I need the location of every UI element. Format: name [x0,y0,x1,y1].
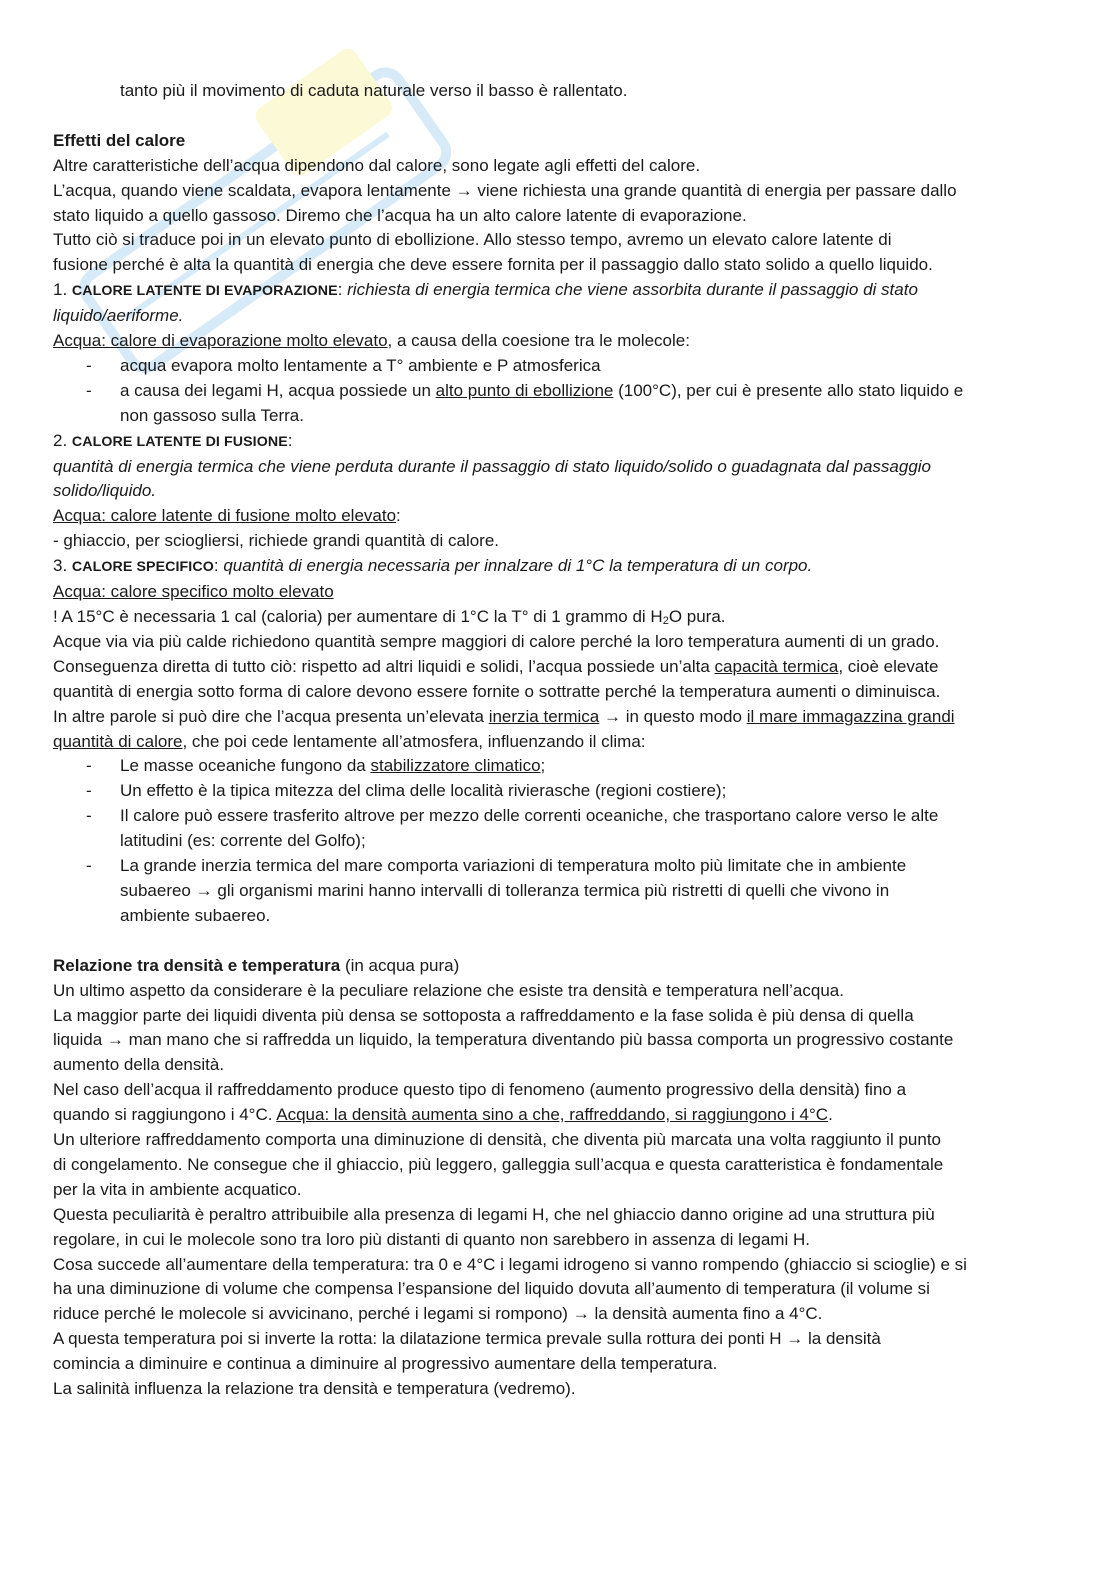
paragraph-line: comincia a diminuire e continua a diminuire al progressivo aumentare della temperatura. [53,1354,718,1374]
bullet-dash: - [86,355,92,375]
paragraph-line: riduce perché le molecole si avvicinano, perché i legami si rompono) → la densità aumenta fino a 4°C. [53,1304,823,1324]
paragraph-line: aumento della densità. [53,1055,225,1075]
continuation-text: tanto più il movimento di caduta naturale verso il basso è rallentato. [120,81,628,100]
paragraph-line: La salinità influenza la relazione tra densità e temperatura (vedremo). [53,1379,576,1399]
bullet-dash: - [86,380,92,400]
list-item: - Un effetto è la tipica mitezza del clima delle località rivierasche (regioni costiere); [53,779,1063,804]
paragraph-line: quantità di calore, che poi cede lentamente all’atmosfera, influenzando il clima: [53,731,646,751]
paragraph-line: In altre parole si può dire che l’acqua presenta un’elevata inerzia termica → in questo modo il mare immagazzina grandi [53,706,955,726]
arrow-icon: → [455,180,473,200]
paragraph-line: Questa peculiarità è peraltro attribuibile alla presenza di legami H, che nel ghiaccio danno origine ad una struttura più [53,1204,935,1224]
bullet-dash: - [86,756,92,776]
paragraph-line: Un ulteriore raffreddamento comporta una diminuzione di densità, che diventa più marcata una volta raggiunto il punto [53,1130,942,1150]
note-line: ! A 15°C è necessaria 1 cal (caloria) per aumentare di 1°C la T° di 1 grammo di $H_2O$ pura. [53,607,726,628]
paragraph-line: quando si raggiungono i 4°C. Acqua: la densità aumenta sino a che, raffreddando, si raggiungono i 4°C. [53,1105,833,1125]
arrow-icon: → [786,1329,804,1349]
list-item: - acqua evapora molto lentamente a T° ambiente e P atmosferica [53,354,1063,379]
paragraph-line: stato liquido a quello gassoso. Diremo che l’acqua ha un alto calore latente di evaporazione. [53,205,747,225]
paragraph-line: Cosa succede all’aumentare della temperatura: tra 0 e 4°C i legami idrogeno si vanno rompendo (ghiaccio si scioglie) e si [53,1254,967,1274]
paragraph-line: Un ultimo aspetto da considerare è la peculiare relazione che esiste tra densità e temperatura nell’acqua. [53,980,844,1000]
paragraph-line: Nel caso dell’acqua il raffreddamento produce questo tipo di fenomeno (aumento progressivo della densità) fino a [53,1080,907,1100]
arrow-icon: → [603,706,621,726]
bullet-dash: - [86,806,92,826]
paragraph-line: La maggior parte dei liquidi diventa più densa se sottoposta a raffreddamento e la fase solida è più densa di quella [53,1005,914,1025]
term-label: CALORE LATENTE DI EVAPORAZIONE [71,283,338,300]
paragraph-line: - ghiaccio, per sciogliersi, richiede grandi quantità di calore. [53,531,500,551]
paragraph-line: Tutto ciò si traduce poi in un elevato punto di ebollizione. Allo stesso tempo, avremo un elevato calore latente di [53,230,892,250]
definition-calore-specifico: 3. CALORE SPECIFICO: quantità di energia necessaria per innalzare di 1°C la temperatura di un corpo. [53,556,813,576]
section-heading-effetti-calore: Effetti del calore [53,130,186,150]
list-item: - a causa dei legami H, acqua possiede un alto punto di ebollizione (100°C), per cui è presente allo stato liquido e non gassoso sulla Terra. [86,380,964,425]
paragraph-line: regolare, in cui le molecole sono tra loro più distanti di quanto non sarebbero in assenza di legami H. [53,1229,810,1249]
arrow-icon: → [106,1030,124,1050]
list-item: - Il calore può essere trasferito altrove per mezzo delle correnti oceaniche, che trasportano calore verso le alte latitudini (es: corrente del Golfo); [86,806,939,851]
bullet-dash: - [86,781,92,801]
paragraph-line: ha una diminuzione di volume che compensa l’espansione del liquido dovuta all’aumento di temperatura (il volume si [53,1279,930,1299]
section-heading-densita-temperatura: Relazione tra densità e temperatura (in acqua pura) [53,955,460,975]
water-property-line: Acqua: calore di evaporazione molto elevato, a causa della coesione tra le molecole: [53,331,690,351]
arrow-icon: → [572,1304,590,1324]
paragraph-line: A questa temperatura poi si inverte la rotta: la dilatazione termica prevale sulla rottura dei ponti H → la densità [53,1329,881,1349]
water-property-line: Acqua: calore latente di fusione molto elevato: [53,506,401,526]
paragraph: Altre caratteristiche dell’acqua dipendono dal calore, sono legate agli effetti del calore. [53,155,701,175]
term-label: CALORE SPECIFICO [71,559,214,576]
definition-evaporazione: 1. CALORE LATENTE DI EVAPORAZIONE: richiesta di energia termica che viene assorbita durante il passaggio di stato [53,280,918,300]
bullet-dash: - [86,856,92,876]
water-property-line: Acqua: calore specifico molto elevato [53,582,334,602]
paragraph-line: liquida → man mano che si raffredda un liquido, la temperatura diventando più bassa comporta un progressivo costante [53,1030,954,1050]
list-item: - La grande inerzia termica del mare comporta variazioni di temperatura molto più limitate che in ambiente subaereo → gli organismi marini hanno intervalli di tolleranza termica più ristretti di quelli che vivono in ambiente subaereo. [86,856,907,925]
definition-line: liquido/aeriforme. [53,306,184,326]
definition-fusione: 2. CALORE LATENTE DI FUSIONE: [53,430,293,450]
paragraph-line: quantità di energia sotto forma di calore devono essere fornite o sottratte perché la temperatura aumenti o diminuisca. [53,681,941,701]
paragraph-line: per la vita in ambiente acquatico. [53,1179,302,1199]
term-label: CALORE LATENTE DI FUSIONE [71,433,288,450]
definition-line: solido/liquido. [53,481,157,501]
paragraph-line: fusione perché è alta la quantità di energia che deve essere fornita per il passaggio dallo stato solido a quello liquido. [53,255,933,275]
paragraph-line: di congelamento. Ne consegue che il ghiaccio, più leggero, galleggia sull’acqua e questa caratteristica è fondamentale [53,1154,944,1174]
list-item: - Le masse oceaniche fungono da stabilizzatore climatico; [53,754,1063,779]
arrow-icon: → [195,880,213,900]
paragraph-line: L’acqua, quando viene scaldata, evapora lentamente → viene richiesta una grande quantità di energia per passare dallo [53,180,957,200]
document-body [53,79,1063,1402]
paragraph-line: Acque via via più calde richiedono quantità sempre maggiori di calore perché la loro temperatura aumenti di un grado. [53,631,940,651]
paragraph-line: Conseguenza diretta di tutto ciò: rispetto ad altri liquidi e solidi, l’acqua possiede un’alta capacità termica, cioè elevate [53,656,939,676]
definition-line: quantità di energia termica che viene perduta durante il passaggio di stato liquido/solido o guadagnata dal passaggio [53,456,931,476]
